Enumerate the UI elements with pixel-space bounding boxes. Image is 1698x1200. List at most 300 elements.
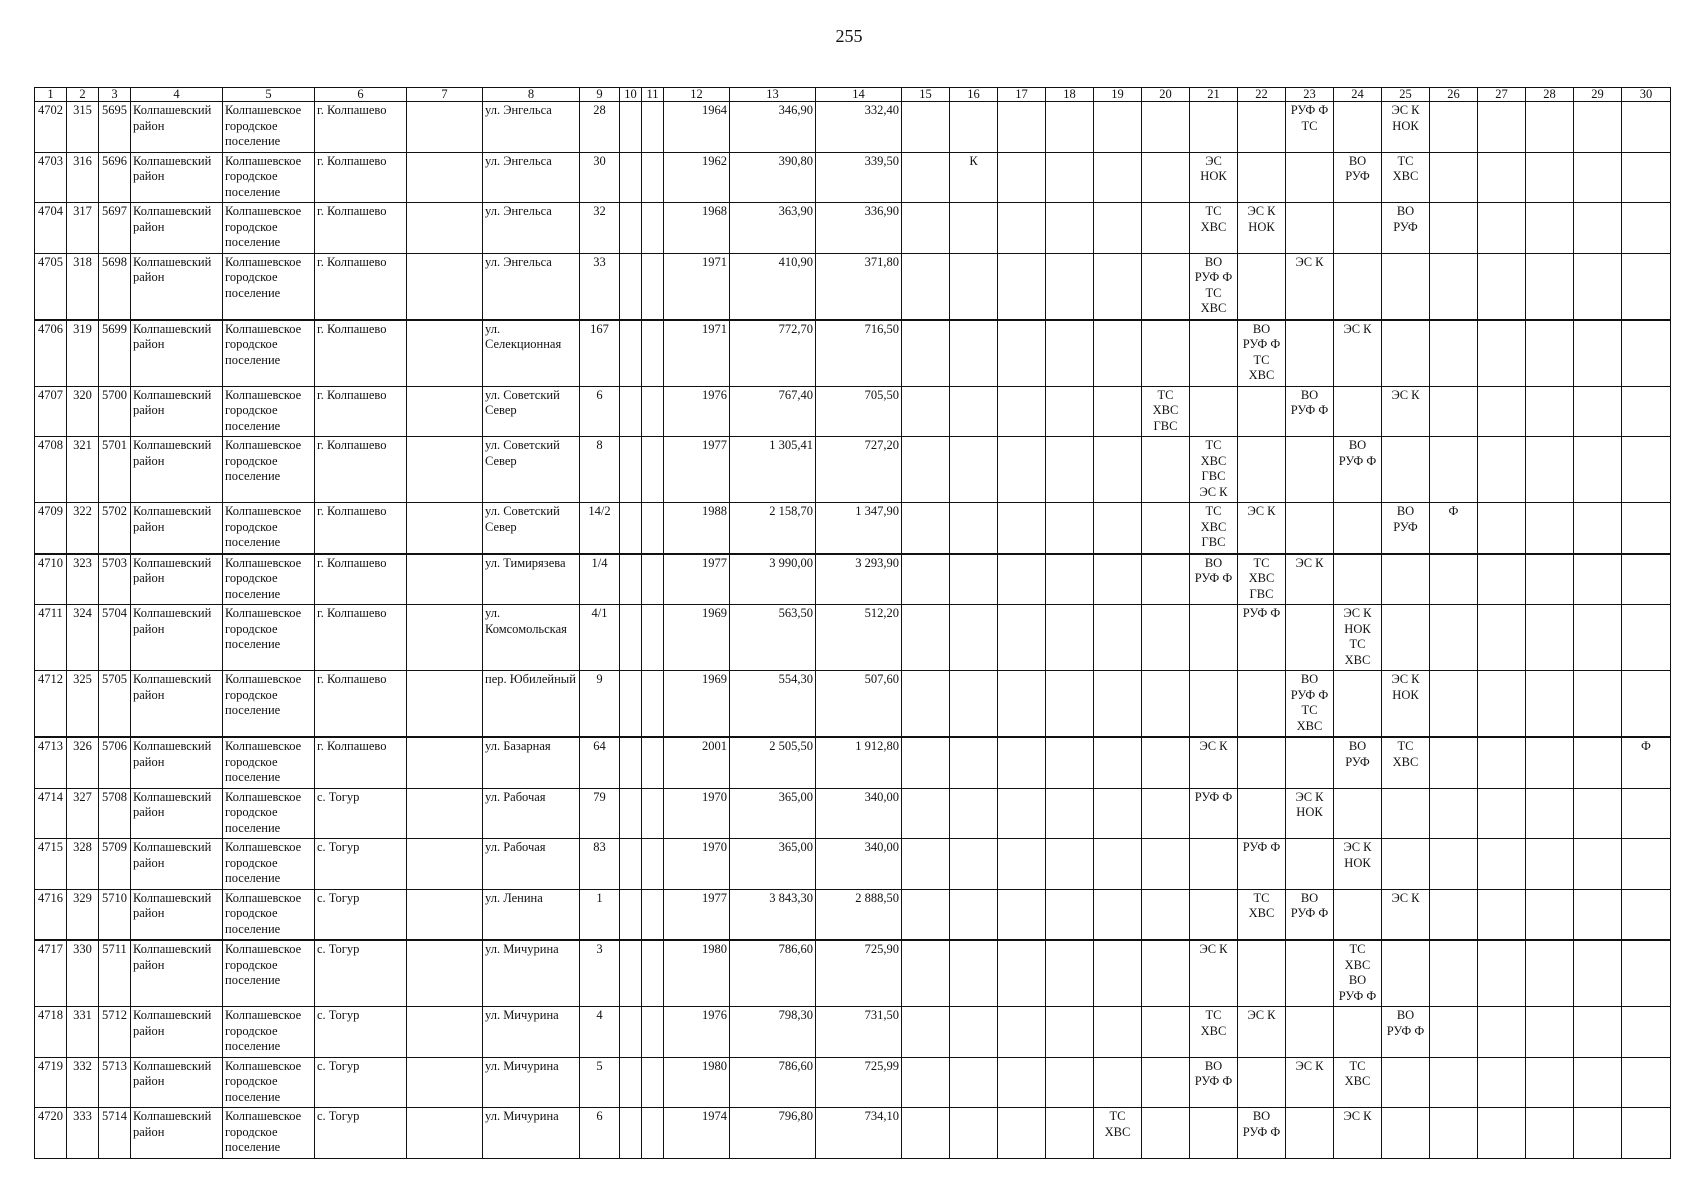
cell-col-2: 318: [67, 253, 99, 320]
cell-col-18: [1046, 940, 1094, 1007]
cell-col-6: г. Колпашево: [315, 737, 407, 788]
cell-col-18: [1046, 102, 1094, 153]
cell-col-5: Колпашевское городское поселение: [223, 320, 315, 387]
cell-col-9: 9: [580, 671, 620, 738]
cell-col-14: 1 912,80: [816, 737, 902, 788]
cell-col-25: ЭС К НОК: [1382, 102, 1430, 153]
cell-col-30: [1622, 386, 1671, 437]
cell-col-28: [1526, 737, 1574, 788]
cell-col-22: ВО РУФ Ф: [1238, 1108, 1286, 1159]
cell-col-25: ЭС К: [1382, 889, 1430, 940]
cell-col-21: ТС ХВС ГВС: [1190, 503, 1238, 554]
cell-col-9: 5: [580, 1057, 620, 1108]
cell-col-13: 1 305,41: [730, 437, 816, 503]
cell-col-13: 563,50: [730, 605, 816, 671]
cell-col-11: [642, 1007, 664, 1058]
column-header-18: 18: [1046, 88, 1094, 102]
cell-col-17: [998, 437, 1046, 503]
cell-col-3: 5695: [99, 102, 131, 153]
cell-col-18: [1046, 889, 1094, 940]
cell-col-12: 1976: [664, 386, 730, 437]
cell-col-3: 5697: [99, 203, 131, 254]
cell-col-1: 4718: [35, 1007, 67, 1058]
table-row: [35, 437, 1671, 503]
column-header-14: 14: [816, 88, 902, 102]
cell-col-1: 4709: [35, 503, 67, 554]
cell-col-26: [1430, 1108, 1478, 1159]
cell-col-24: [1334, 788, 1382, 839]
cell-col-9: 1/4: [580, 554, 620, 605]
cell-col-13: 554,30: [730, 671, 816, 738]
cell-col-2: 321: [67, 437, 99, 503]
cell-col-28: [1526, 1057, 1574, 1108]
cell-col-27: [1478, 1108, 1526, 1159]
cell-col-2: 316: [67, 152, 99, 203]
cell-col-20: [1142, 253, 1190, 320]
cell-col-13: 363,90: [730, 203, 816, 254]
cell-col-12: 1977: [664, 889, 730, 940]
cell-col-15: [902, 503, 950, 554]
cell-col-17: [998, 102, 1046, 153]
column-header-6: 6: [315, 88, 407, 102]
cell-col-26: [1430, 737, 1478, 788]
cell-col-19: [1094, 1007, 1142, 1058]
cell-col-21: ТС ХВС: [1190, 1007, 1238, 1058]
cell-col-7: [407, 889, 483, 940]
cell-col-16: [950, 102, 998, 153]
cell-col-25: [1382, 1108, 1430, 1159]
cell-col-24: [1334, 203, 1382, 254]
cell-col-27: [1478, 737, 1526, 788]
cell-col-6: г. Колпашево: [315, 605, 407, 671]
cell-col-7: [407, 554, 483, 605]
cell-col-23: ВО РУФ Ф: [1286, 386, 1334, 437]
cell-col-20: [1142, 737, 1190, 788]
cell-col-12: 1970: [664, 839, 730, 890]
cell-col-21: [1190, 605, 1238, 671]
cell-col-26: [1430, 889, 1478, 940]
cell-col-15: [902, 386, 950, 437]
cell-col-6: с. Тогур: [315, 788, 407, 839]
cell-col-5: Колпашевское городское поселение: [223, 152, 315, 203]
cell-col-11: [642, 503, 664, 554]
cell-col-7: [407, 737, 483, 788]
cell-col-14: 339,50: [816, 152, 902, 203]
cell-col-7: [407, 503, 483, 554]
cell-col-23: ЭС К: [1286, 1057, 1334, 1108]
column-header-1: 1: [35, 88, 67, 102]
cell-col-6: г. Колпашево: [315, 102, 407, 153]
cell-col-10: [620, 839, 642, 890]
cell-col-6: г. Колпашево: [315, 253, 407, 320]
cell-col-3: 5712: [99, 1007, 131, 1058]
cell-col-25: [1382, 788, 1430, 839]
cell-col-18: [1046, 839, 1094, 890]
table-row: [35, 839, 1671, 890]
column-header-3: 3: [99, 88, 131, 102]
cell-col-27: [1478, 554, 1526, 605]
cell-col-17: [998, 940, 1046, 1007]
cell-col-29: [1574, 503, 1622, 554]
column-header-9: 9: [580, 88, 620, 102]
cell-col-24: ТС ХВС: [1334, 1057, 1382, 1108]
cell-col-9: 83: [580, 839, 620, 890]
cell-col-14: 340,00: [816, 839, 902, 890]
column-header-15: 15: [902, 88, 950, 102]
cell-col-14: 734,10: [816, 1108, 902, 1159]
cell-col-26: [1430, 320, 1478, 387]
cell-col-13: 796,80: [730, 1108, 816, 1159]
cell-col-3: 5696: [99, 152, 131, 203]
cell-col-20: [1142, 152, 1190, 203]
cell-col-30: [1622, 152, 1671, 203]
cell-col-27: [1478, 320, 1526, 387]
cell-col-7: [407, 605, 483, 671]
column-header-4: 4: [131, 88, 223, 102]
cell-col-22: ТС ХВС ГВС: [1238, 554, 1286, 605]
column-header-8: 8: [483, 88, 580, 102]
cell-col-26: [1430, 605, 1478, 671]
cell-col-7: [407, 1007, 483, 1058]
cell-col-18: [1046, 152, 1094, 203]
cell-col-27: [1478, 671, 1526, 738]
cell-col-10: [620, 386, 642, 437]
cell-col-26: [1430, 386, 1478, 437]
cell-col-29: [1574, 1057, 1622, 1108]
cell-col-30: [1622, 889, 1671, 940]
cell-col-19: [1094, 889, 1142, 940]
cell-col-4: Колпашевский район: [131, 940, 223, 1007]
cell-col-28: [1526, 671, 1574, 738]
column-header-5: 5: [223, 88, 315, 102]
cell-col-10: [620, 203, 642, 254]
cell-col-14: 727,20: [816, 437, 902, 503]
table-row: [35, 671, 1671, 738]
cell-col-29: [1574, 737, 1622, 788]
cell-col-5: Колпашевское городское поселение: [223, 737, 315, 788]
cell-col-25: ТС ХВС: [1382, 152, 1430, 203]
cell-col-29: [1574, 102, 1622, 153]
cell-col-28: [1526, 320, 1574, 387]
cell-col-21: ЭС НОК: [1190, 152, 1238, 203]
cell-col-8: ул. Тимирязева: [483, 554, 580, 605]
cell-col-21: [1190, 320, 1238, 387]
cell-col-15: [902, 671, 950, 738]
cell-col-10: [620, 1057, 642, 1108]
cell-col-20: [1142, 554, 1190, 605]
cell-col-6: г. Колпашево: [315, 320, 407, 387]
cell-col-3: 5702: [99, 503, 131, 554]
cell-col-11: [642, 554, 664, 605]
cell-col-16: [950, 1007, 998, 1058]
column-header-26: 26: [1430, 88, 1478, 102]
cell-col-23: [1286, 320, 1334, 387]
cell-col-30: [1622, 1007, 1671, 1058]
cell-col-18: [1046, 437, 1094, 503]
cell-col-17: [998, 320, 1046, 387]
cell-col-26: [1430, 1057, 1478, 1108]
cell-col-5: Колпашевское городское поселение: [223, 1108, 315, 1159]
cell-col-11: [642, 737, 664, 788]
column-header-22: 22: [1238, 88, 1286, 102]
cell-col-26: [1430, 437, 1478, 503]
cell-col-20: [1142, 940, 1190, 1007]
cell-col-5: Колпашевское городское поселение: [223, 605, 315, 671]
cell-col-13: 346,90: [730, 102, 816, 153]
cell-col-15: [902, 253, 950, 320]
column-header-21: 21: [1190, 88, 1238, 102]
cell-col-9: 6: [580, 386, 620, 437]
cell-col-28: [1526, 554, 1574, 605]
cell-col-8: пер. Юбилейный: [483, 671, 580, 738]
cell-col-6: с. Тогур: [315, 1007, 407, 1058]
cell-col-23: ЭС К: [1286, 554, 1334, 605]
cell-col-23: [1286, 1108, 1334, 1159]
cell-col-16: [950, 940, 998, 1007]
cell-col-6: г. Колпашево: [315, 203, 407, 254]
cell-col-26: Ф: [1430, 503, 1478, 554]
cell-col-15: [902, 437, 950, 503]
cell-col-19: [1094, 737, 1142, 788]
cell-col-5: Колпашевское городское поселение: [223, 437, 315, 503]
cell-col-10: [620, 889, 642, 940]
cell-col-27: [1478, 940, 1526, 1007]
cell-col-9: 6: [580, 1108, 620, 1159]
cell-col-30: [1622, 203, 1671, 254]
column-header-17: 17: [998, 88, 1046, 102]
cell-col-20: [1142, 102, 1190, 153]
cell-col-22: ЭС К: [1238, 1007, 1286, 1058]
cell-col-1: 4703: [35, 152, 67, 203]
cell-col-13: 786,60: [730, 1057, 816, 1108]
cell-col-3: 5700: [99, 386, 131, 437]
cell-col-3: 5701: [99, 437, 131, 503]
table-row: [35, 203, 1671, 254]
cell-col-22: [1238, 152, 1286, 203]
cell-col-24: ВО РУФ: [1334, 737, 1382, 788]
cell-col-22: [1238, 1057, 1286, 1108]
cell-col-4: Колпашевский район: [131, 839, 223, 890]
cell-col-3: 5706: [99, 737, 131, 788]
cell-col-20: [1142, 320, 1190, 387]
cell-col-6: с. Тогур: [315, 1057, 407, 1108]
cell-col-4: Колпашевский район: [131, 203, 223, 254]
cell-col-22: РУФ Ф: [1238, 839, 1286, 890]
cell-col-16: [950, 503, 998, 554]
cell-col-29: [1574, 554, 1622, 605]
cell-col-10: [620, 1108, 642, 1159]
cell-col-8: ул. Энгельса: [483, 152, 580, 203]
cell-col-14: 716,50: [816, 320, 902, 387]
cell-col-26: [1430, 1007, 1478, 1058]
cell-col-3: 5703: [99, 554, 131, 605]
cell-col-2: 326: [67, 737, 99, 788]
cell-col-11: [642, 1108, 664, 1159]
cell-col-21: ВО РУФ Ф: [1190, 554, 1238, 605]
cell-col-11: [642, 437, 664, 503]
cell-col-18: [1046, 203, 1094, 254]
column-header-2: 2: [67, 88, 99, 102]
cell-col-24: [1334, 1007, 1382, 1058]
cell-col-7: [407, 253, 483, 320]
cell-col-14: 1 347,90: [816, 503, 902, 554]
cell-col-19: [1094, 437, 1142, 503]
cell-col-21: ТС ХВС ГВС ЭС К: [1190, 437, 1238, 503]
cell-col-11: [642, 203, 664, 254]
cell-col-15: [902, 737, 950, 788]
cell-col-4: Колпашевский район: [131, 102, 223, 153]
cell-col-9: 3: [580, 940, 620, 1007]
cell-col-10: [620, 152, 642, 203]
cell-col-13: 390,80: [730, 152, 816, 203]
cell-col-22: [1238, 386, 1286, 437]
cell-col-8: ул. Советский Север: [483, 386, 580, 437]
cell-col-9: 167: [580, 320, 620, 387]
cell-col-26: [1430, 671, 1478, 738]
cell-col-26: [1430, 839, 1478, 890]
cell-col-14: 725,99: [816, 1057, 902, 1108]
cell-col-30: [1622, 671, 1671, 738]
cell-col-9: 1: [580, 889, 620, 940]
cell-col-26: [1430, 554, 1478, 605]
cell-col-18: [1046, 788, 1094, 839]
cell-col-5: Колпашевское городское поселение: [223, 788, 315, 839]
cell-col-1: 4702: [35, 102, 67, 153]
cell-col-2: 322: [67, 503, 99, 554]
cell-col-28: [1526, 102, 1574, 153]
cell-col-13: 3 990,00: [730, 554, 816, 605]
cell-col-8: ул. Энгельса: [483, 102, 580, 153]
cell-col-29: [1574, 203, 1622, 254]
cell-col-27: [1478, 437, 1526, 503]
cell-col-29: [1574, 253, 1622, 320]
cell-col-29: [1574, 889, 1622, 940]
cell-col-7: [407, 437, 483, 503]
cell-col-2: 329: [67, 889, 99, 940]
cell-col-5: Колпашевское городское поселение: [223, 839, 315, 890]
cell-col-10: [620, 671, 642, 738]
cell-col-18: [1046, 605, 1094, 671]
column-header-24: 24: [1334, 88, 1382, 102]
cell-col-8: ул. Базарная: [483, 737, 580, 788]
cell-col-28: [1526, 386, 1574, 437]
cell-col-1: 4716: [35, 889, 67, 940]
cell-col-16: [950, 320, 998, 387]
cell-col-28: [1526, 203, 1574, 254]
cell-col-16: [950, 1108, 998, 1159]
cell-col-8: ул. Комсомольская: [483, 605, 580, 671]
cell-col-27: [1478, 788, 1526, 839]
column-header-11: 11: [642, 88, 664, 102]
cell-col-10: [620, 437, 642, 503]
table-row: [35, 102, 1671, 153]
cell-col-4: Колпашевский район: [131, 737, 223, 788]
cell-col-3: 5705: [99, 671, 131, 738]
cell-col-29: [1574, 437, 1622, 503]
cell-col-2: 317: [67, 203, 99, 254]
cell-col-25: ВО РУФ: [1382, 503, 1430, 554]
cell-col-19: [1094, 554, 1142, 605]
cell-col-12: 1980: [664, 1057, 730, 1108]
cell-col-19: [1094, 605, 1142, 671]
cell-col-29: [1574, 1108, 1622, 1159]
cell-col-28: [1526, 605, 1574, 671]
cell-col-1: 4704: [35, 203, 67, 254]
cell-col-10: [620, 503, 642, 554]
cell-col-4: Колпашевский район: [131, 554, 223, 605]
cell-col-22: [1238, 671, 1286, 738]
cell-col-19: [1094, 102, 1142, 153]
cell-col-4: Колпашевский район: [131, 437, 223, 503]
cell-col-23: [1286, 839, 1334, 890]
cell-col-9: 4/1: [580, 605, 620, 671]
cell-col-1: 4713: [35, 737, 67, 788]
cell-col-23: [1286, 437, 1334, 503]
column-header-19: 19: [1094, 88, 1142, 102]
cell-col-17: [998, 1057, 1046, 1108]
cell-col-14: 371,80: [816, 253, 902, 320]
cell-col-6: г. Колпашево: [315, 437, 407, 503]
cell-col-1: 4719: [35, 1057, 67, 1108]
cell-col-25: ТС ХВС: [1382, 737, 1430, 788]
cell-col-18: [1046, 1007, 1094, 1058]
cell-col-8: ул. Мичурина: [483, 940, 580, 1007]
cell-col-9: 30: [580, 152, 620, 203]
column-header-29: 29: [1574, 88, 1622, 102]
cell-col-10: [620, 320, 642, 387]
cell-col-24: ЭС К: [1334, 1108, 1382, 1159]
cell-col-11: [642, 1057, 664, 1108]
cell-col-22: [1238, 940, 1286, 1007]
cell-col-29: [1574, 839, 1622, 890]
table-row: [35, 503, 1671, 554]
cell-col-14: 731,50: [816, 1007, 902, 1058]
cell-col-10: [620, 554, 642, 605]
cell-col-9: 79: [580, 788, 620, 839]
cell-col-25: [1382, 554, 1430, 605]
column-header-16: 16: [950, 88, 998, 102]
cell-col-24: [1334, 889, 1382, 940]
cell-col-12: 1977: [664, 437, 730, 503]
cell-col-1: 4707: [35, 386, 67, 437]
cell-col-21: [1190, 839, 1238, 890]
cell-col-12: 1976: [664, 1007, 730, 1058]
cell-col-23: [1286, 203, 1334, 254]
cell-col-4: Колпашевский район: [131, 1057, 223, 1108]
cell-col-26: [1430, 788, 1478, 839]
cell-col-29: [1574, 788, 1622, 839]
cell-col-22: ВО РУФ Ф ТС ХВС: [1238, 320, 1286, 387]
cell-col-17: [998, 889, 1046, 940]
cell-col-30: [1622, 320, 1671, 387]
cell-col-22: [1238, 788, 1286, 839]
cell-col-5: Колпашевское городское поселение: [223, 253, 315, 320]
cell-col-12: 1980: [664, 940, 730, 1007]
cell-col-5: Колпашевское городское поселение: [223, 1007, 315, 1058]
cell-col-16: [950, 437, 998, 503]
cell-col-8: ул. Энгельса: [483, 253, 580, 320]
cell-col-22: ТС ХВС: [1238, 889, 1286, 940]
cell-col-19: [1094, 671, 1142, 738]
cell-col-12: 2001: [664, 737, 730, 788]
cell-col-18: [1046, 320, 1094, 387]
table-row: [35, 605, 1671, 671]
cell-col-23: [1286, 1007, 1334, 1058]
cell-col-4: Колпашевский район: [131, 253, 223, 320]
cell-col-27: [1478, 889, 1526, 940]
cell-col-14: 725,90: [816, 940, 902, 1007]
cell-col-20: [1142, 437, 1190, 503]
